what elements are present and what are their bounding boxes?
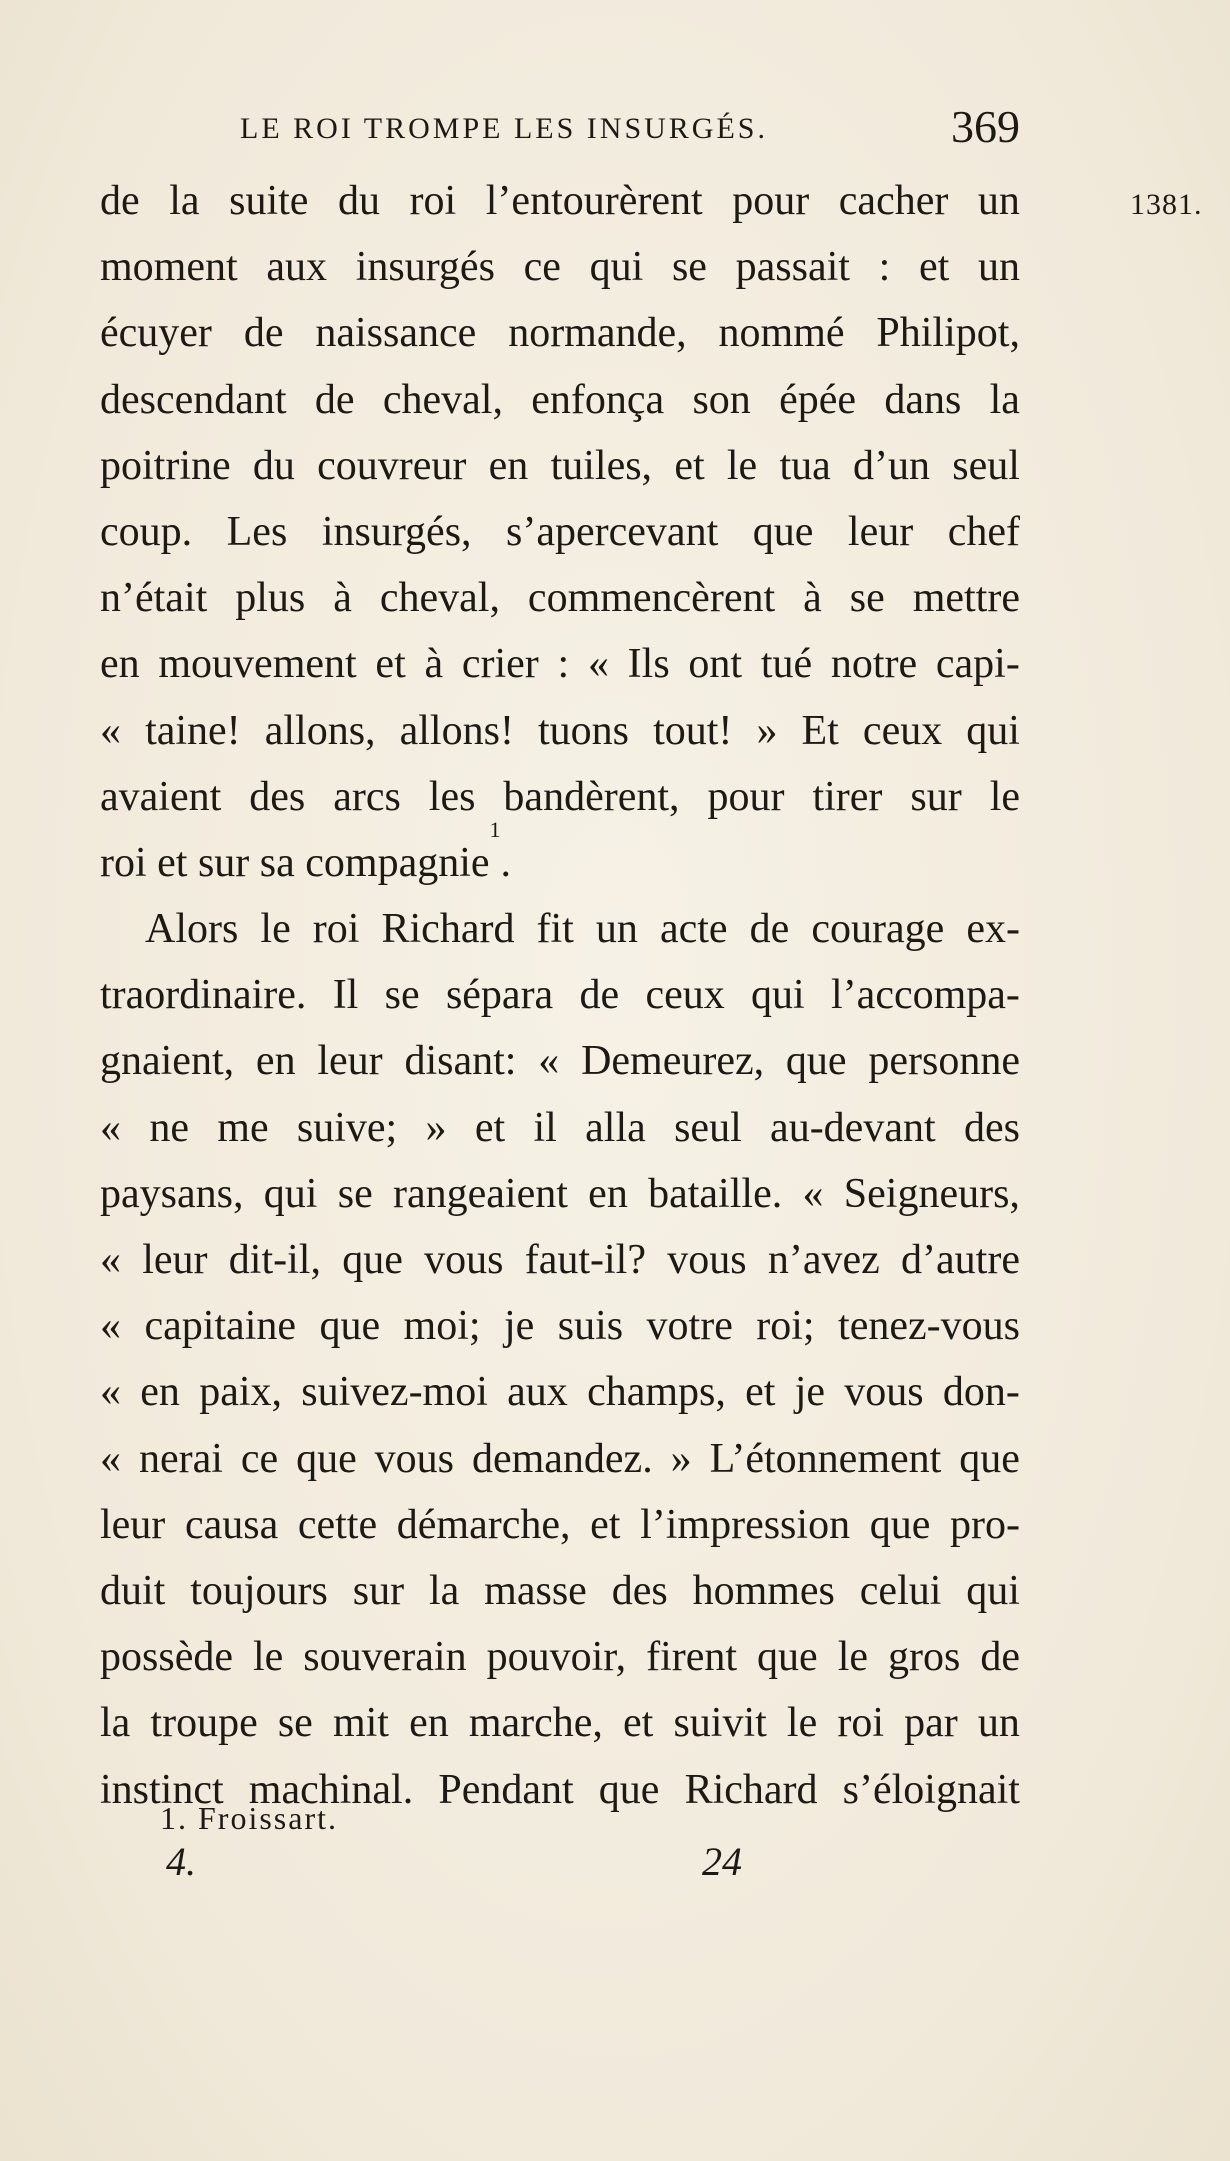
word: l’entourèrent — [485, 178, 703, 224]
word: et — [590, 1501, 621, 1548]
word: tua — [779, 442, 831, 489]
text-line — [100, 962, 1020, 1028]
word: le — [726, 442, 758, 489]
word: démarche, — [396, 1501, 571, 1548]
word: causa — [184, 1501, 279, 1548]
word: les — [428, 773, 476, 820]
word: d’un — [853, 442, 930, 489]
word: « — [100, 707, 121, 754]
text-line — [100, 1293, 1020, 1359]
word: marche, — [468, 1700, 603, 1747]
word: tuiles, — [550, 442, 653, 489]
word: l’impression — [640, 1501, 851, 1548]
word: que — [296, 1435, 357, 1482]
word: l’accompa- — [831, 972, 1020, 1019]
word: et — [474, 1104, 506, 1151]
word: qui — [263, 1170, 318, 1217]
word: suive; — [296, 1104, 398, 1151]
word: qui — [589, 244, 644, 291]
word: de — [579, 972, 620, 1019]
word: souverain — [303, 1634, 467, 1681]
word: le — [837, 1634, 868, 1681]
word: » — [425, 1104, 447, 1151]
word: crier — [461, 641, 539, 688]
word: se — [277, 1700, 313, 1747]
word: aux — [507, 1369, 568, 1416]
word: au-devant — [770, 1104, 936, 1151]
word: la — [100, 1700, 131, 1747]
word: que — [752, 508, 814, 555]
word: et — [674, 442, 705, 489]
text-line — [100, 367, 1020, 433]
word: le — [989, 773, 1020, 820]
word: toujours — [190, 1567, 328, 1614]
word: tout! — [653, 707, 733, 754]
word: de — [100, 178, 140, 224]
word: pouvoir, — [486, 1634, 627, 1681]
word: traordinaire. — [100, 972, 307, 1019]
word: qui — [966, 707, 1020, 754]
word: que — [598, 1766, 660, 1813]
word: « — [100, 1104, 121, 1151]
word: roi — [837, 1700, 884, 1747]
word: Les — [226, 508, 288, 555]
word: par — [904, 1700, 958, 1747]
word: sépara — [445, 972, 554, 1019]
word: demandez. — [471, 1435, 653, 1482]
word: le — [260, 906, 291, 953]
word: Il — [332, 972, 359, 1019]
word: épée — [779, 376, 857, 423]
last-line-end: . — [500, 839, 512, 886]
word: moment — [100, 244, 238, 291]
word: en — [100, 641, 140, 688]
word: je — [794, 1369, 826, 1416]
word: n’avez — [767, 1237, 880, 1283]
word: un — [977, 178, 1020, 224]
word: « — [100, 1435, 121, 1482]
word: « — [100, 1369, 121, 1416]
word: Alors — [145, 906, 239, 953]
word: que — [959, 1435, 1020, 1482]
word: fit — [536, 906, 574, 953]
word: insurgés — [355, 244, 495, 291]
word: mouvement — [158, 641, 357, 688]
word: à — [424, 641, 444, 688]
word: sur — [910, 773, 962, 820]
word: roi; — [756, 1303, 815, 1350]
word: champs, — [587, 1369, 726, 1416]
word: n’était — [100, 575, 208, 622]
word: suite — [229, 178, 309, 224]
word: mettre — [912, 575, 1020, 622]
word: et — [919, 244, 950, 291]
word: sur — [352, 1567, 405, 1614]
word: vous — [424, 1237, 504, 1283]
word: roi — [409, 178, 457, 224]
signature-mark: 4. — [166, 1839, 196, 1884]
text-line — [100, 1690, 1020, 1756]
word: nommé — [718, 310, 845, 357]
word: mit — [332, 1700, 389, 1747]
word: arcs — [333, 773, 401, 820]
word: leur — [847, 508, 914, 555]
word: votre — [646, 1303, 733, 1350]
word: hommes — [692, 1567, 835, 1614]
word: bandèrent, — [503, 773, 680, 820]
word: des — [249, 773, 306, 820]
word: la — [169, 178, 200, 224]
word: pro- — [950, 1501, 1020, 1548]
page-number: 369 — [951, 101, 1020, 152]
word: que — [869, 1501, 931, 1548]
text-line — [100, 1227, 1020, 1293]
word: « — [802, 1170, 824, 1217]
word: leur — [100, 1501, 166, 1548]
word: instinct — [100, 1766, 224, 1813]
word: disant: — [404, 1038, 517, 1085]
word: celui — [859, 1567, 942, 1614]
word: notre — [830, 641, 918, 688]
text-line — [100, 1624, 1020, 1690]
word: paix, — [199, 1369, 282, 1416]
word: tuons — [538, 707, 630, 754]
word: rangeaient — [393, 1170, 568, 1217]
word: firent — [646, 1634, 738, 1681]
word: Ils — [627, 641, 670, 688]
word: se — [337, 1170, 373, 1217]
word: masse — [484, 1567, 587, 1614]
word: moi; — [403, 1303, 481, 1350]
word: passait — [735, 244, 850, 291]
word: que — [342, 1237, 403, 1283]
word: suivit — [673, 1700, 767, 1747]
word: enfonça — [531, 376, 665, 423]
word: me — [217, 1104, 269, 1151]
word: en — [409, 1700, 449, 1747]
word: ont — [688, 641, 743, 688]
word: dans — [884, 376, 962, 423]
text-line — [100, 499, 1020, 565]
word: vous — [844, 1369, 924, 1416]
word: des — [963, 1104, 1020, 1151]
text-line — [100, 433, 1020, 499]
word: que — [785, 1038, 847, 1085]
word: se — [671, 244, 707, 291]
word: avaient — [100, 773, 222, 820]
text-line — [100, 1426, 1020, 1492]
word: nerai — [138, 1435, 223, 1482]
word: gros — [888, 1634, 961, 1681]
word: de — [243, 310, 284, 357]
word: cette — [297, 1501, 378, 1548]
word: paysans, — [100, 1170, 244, 1217]
body-text — [100, 168, 1020, 1823]
text-line — [100, 698, 1020, 764]
word: il — [533, 1104, 557, 1151]
word: un — [977, 1700, 1020, 1747]
word: cacher — [838, 178, 949, 224]
word: du — [252, 442, 295, 489]
word: son — [692, 376, 751, 423]
text-line — [100, 300, 1020, 366]
signature-sheet-number: 24 — [702, 1839, 742, 1884]
word: ce — [240, 1435, 279, 1482]
word: pour — [732, 178, 810, 224]
running-title: LE ROI TROMPE LES INSURGÉS. — [240, 112, 768, 145]
word: acte — [659, 906, 728, 953]
word: seul — [674, 1104, 742, 1151]
word: taine! — [145, 707, 241, 754]
word: en — [255, 1038, 296, 1085]
word: Seigneurs, — [843, 1170, 1020, 1217]
running-head — [240, 100, 1020, 160]
word: tirer — [812, 773, 883, 820]
word: Et — [801, 707, 839, 754]
word: et — [745, 1369, 776, 1416]
word: Richard — [684, 1766, 818, 1813]
word: de — [980, 1634, 1020, 1681]
word: cheval, — [379, 575, 500, 622]
word: roi — [312, 906, 360, 953]
word: d’autre — [901, 1237, 1020, 1283]
word: Pendant — [438, 1766, 574, 1813]
text-line-last — [100, 816, 1020, 896]
word: la — [428, 1567, 460, 1614]
word: ceux — [862, 707, 943, 754]
text-line — [100, 631, 1020, 697]
word: que — [319, 1303, 381, 1350]
text-line — [100, 1161, 1020, 1227]
word: de — [749, 906, 790, 953]
word: s’apercevant — [506, 508, 719, 555]
word: je — [504, 1303, 535, 1350]
word: ne — [149, 1104, 189, 1151]
word: poitrine — [100, 442, 231, 489]
word: à — [803, 575, 822, 622]
word: possède — [100, 1634, 233, 1681]
word: descendant — [100, 376, 287, 423]
word: cheval, — [382, 376, 503, 423]
word: vous — [374, 1435, 455, 1482]
text-line — [100, 1558, 1020, 1624]
word: Richard — [381, 906, 515, 953]
word: faut-il? — [524, 1237, 646, 1283]
word: : — [878, 244, 891, 291]
word: ceux — [645, 972, 725, 1019]
word: le — [786, 1700, 818, 1747]
word: « — [538, 1038, 560, 1085]
word: pour — [707, 773, 785, 820]
word: Philipot, — [876, 310, 1020, 357]
word: naissance — [315, 310, 477, 357]
word: L’étonnement — [709, 1435, 942, 1482]
text-line — [100, 565, 1020, 631]
text-line — [100, 1492, 1020, 1558]
word: duit — [100, 1567, 166, 1614]
margin-date: 1381. — [1130, 188, 1203, 221]
word: « — [100, 1303, 121, 1350]
word: se — [384, 972, 420, 1019]
word: bataille. — [648, 1170, 783, 1217]
word: normande, — [508, 310, 687, 357]
word: courage — [811, 906, 945, 953]
word: des — [611, 1567, 668, 1614]
word: Demeurez, — [581, 1038, 765, 1085]
text-line — [100, 1028, 1020, 1094]
word: le — [252, 1634, 284, 1681]
word: se — [849, 575, 885, 622]
word: que — [757, 1634, 818, 1681]
word: tenez-vous — [838, 1303, 1020, 1350]
word: coup. — [100, 508, 193, 555]
word: capi- — [935, 641, 1020, 688]
word: leur — [317, 1038, 383, 1085]
word: aux — [266, 244, 327, 291]
word: qui — [966, 1567, 1020, 1614]
word: en — [588, 1170, 628, 1217]
word: « — [100, 1237, 121, 1283]
text-line — [100, 896, 1020, 962]
word: en — [488, 442, 529, 489]
word: insurgés, — [321, 508, 472, 555]
word: s’éloignait — [842, 1766, 1020, 1813]
word: ce — [523, 244, 561, 291]
word: en — [140, 1369, 180, 1416]
word: don- — [942, 1369, 1020, 1416]
text-line — [100, 764, 1020, 830]
word: » — [670, 1435, 692, 1482]
text-line — [100, 1095, 1020, 1161]
word: personne — [868, 1038, 1020, 1085]
word: allons, — [264, 707, 376, 754]
word: et — [375, 641, 406, 688]
text-line — [100, 168, 1020, 234]
word: vous — [667, 1237, 747, 1283]
text-line — [100, 234, 1020, 300]
word: allons! — [399, 707, 514, 754]
word: » — [756, 707, 778, 754]
word: et — [623, 1700, 654, 1747]
word: un — [978, 244, 1020, 291]
word: à — [333, 575, 352, 622]
word: plus — [235, 575, 306, 622]
word: capitaine — [144, 1303, 297, 1350]
word: ex- — [966, 906, 1020, 953]
word: commencèrent — [527, 575, 776, 622]
word: qui — [751, 972, 805, 1019]
word: couvreur — [317, 442, 467, 489]
word: gnaient, — [100, 1038, 235, 1085]
word: dit-il, — [228, 1237, 321, 1283]
word: la — [989, 376, 1020, 423]
word: « — [587, 641, 609, 688]
word: du — [337, 178, 380, 224]
word: un — [595, 906, 638, 953]
word: chef — [947, 508, 1020, 555]
text-line — [100, 1359, 1020, 1425]
word: machinal. — [248, 1766, 414, 1813]
word: alla — [585, 1104, 646, 1151]
word: tué — [760, 641, 813, 688]
word: leur — [142, 1237, 208, 1283]
word: troupe — [150, 1700, 258, 1747]
last-line-text: roi et sur sa compagnie — [100, 839, 490, 886]
footnote: 1. Froissart. — [160, 1800, 338, 1836]
word: suis — [557, 1303, 624, 1350]
footnote-ref: 1 — [489, 816, 501, 842]
word: écuyer — [100, 310, 212, 357]
word: : — [557, 641, 570, 688]
word: suivez-moi — [301, 1369, 488, 1416]
word: seul — [952, 442, 1020, 489]
word: de — [314, 376, 355, 423]
